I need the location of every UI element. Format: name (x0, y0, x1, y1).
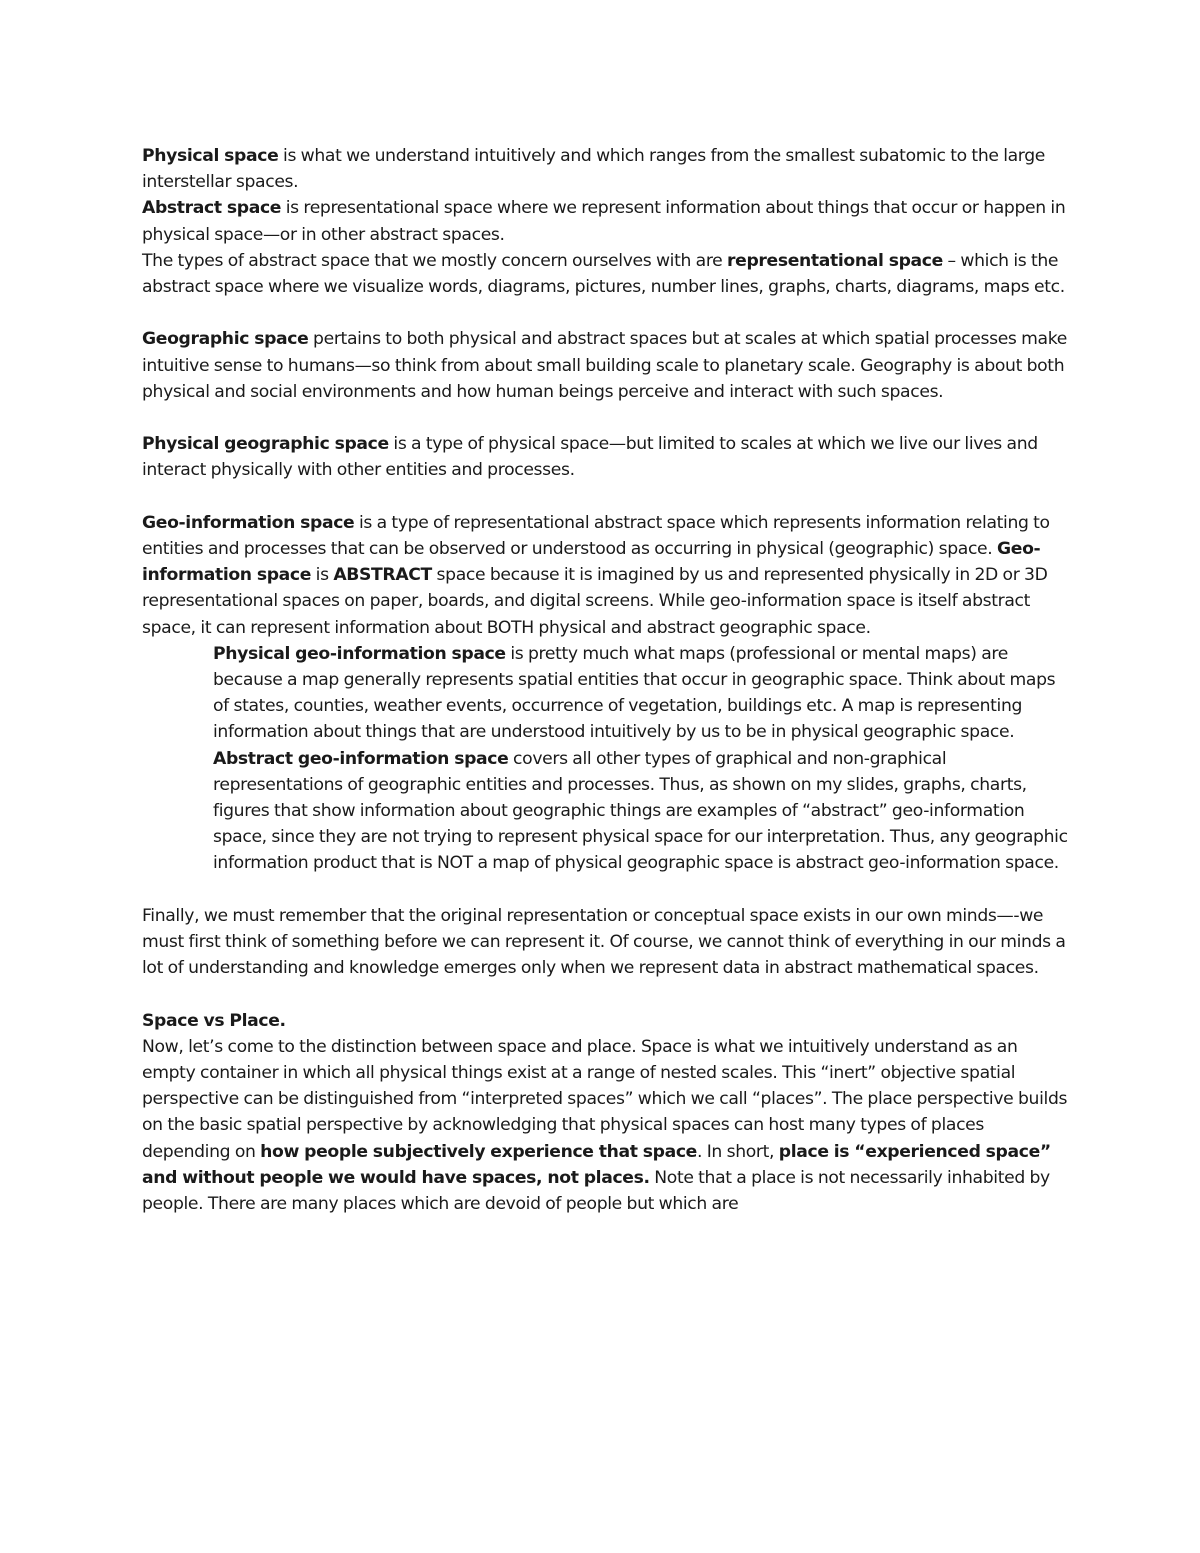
paragraph-text: . In short, (696, 1141, 779, 1162)
term-abstract-caps: ABSTRACT (333, 565, 432, 586)
paragraph-text: Finally, we must remember that the original representation or conceptual space exists in our own minds—-we must first think of something before we can represent it. Of course, we cannot think of everything in our minds a lot of understanding and knowledge emerges only when we represent data in abstract mathematical spaces. (142, 905, 1066, 979)
paragraph-finally (142, 903, 1072, 982)
paragraph-text: Note that a place is not necessarily inhabited by people. There are many places which are devoid of people but which are (142, 1167, 1050, 1215)
paragraph-text: is (311, 565, 334, 586)
paragraph-text: – which is the abstract space where we visualize words, diagrams, pictures, number lines, graphs, charts, diagrams, maps etc. (142, 250, 1065, 298)
term-geographic-space: Geographic space (142, 329, 309, 350)
paragraph-text: is a type of physical space—but limited to scales at which we live our lives and interact physically with other entities and processes. (142, 434, 1038, 481)
paragraph-text: is representational space where we represent information about things that occur or happen in physical space—or in other abstract spaces. (142, 198, 1066, 245)
paragraph-text: The types of abstract space that we mostly concern ourselves with are (142, 250, 728, 271)
paragraph-gap (142, 877, 1072, 903)
term-subjective-experience: how people subjectively experience that space (260, 1141, 697, 1162)
paragraph-text: space because it is imagined by us and represented physically in 2D or 3D representational spaces on paper, boards, and digital screens. While geo-information space is itself abstract space, it can represent information about BOTH physical and abstract geographic space. (142, 565, 1048, 638)
document-body (142, 143, 1072, 1217)
paragraph-geographic-space (142, 326, 1072, 405)
paragraph-gap (142, 405, 1072, 431)
paragraph-gap (142, 484, 1072, 510)
paragraph-gap (142, 981, 1072, 1007)
paragraph-text: is a type of representational abstract space which represents information relating to entities and processes that can be observed or understood as occurring in physical (geographic) space. (142, 512, 1050, 559)
paragraph-text: is what we understand intuitively and which ranges from the smallest subatomic to the large interstellar spaces. (142, 146, 1046, 193)
paragraph-text: is pretty much what maps (professional or mental maps) are because a map generally represents spatial entities that occur in geographic space. Think about maps of states, counties, weather events, occurrence of vegetation, buildings etc. A map is representing information about things that are understood intuitively by us to be in physical geographic space. (213, 643, 1056, 743)
paragraph-physical-geographic-space (142, 431, 1072, 483)
paragraph-text: pertains to both physical and abstract spaces but at scales at which spatial processes make intuitive sense to humans—so think from about small building scale to planetary scale. Geography is about both physical and social environments and how human beings perceive and interact with such spaces. (142, 329, 1067, 402)
paragraph-abstract-space (142, 195, 1072, 247)
term-abstract-geo-information-space: Abstract geo-information space (213, 748, 509, 769)
paragraph-space-place-distinction (142, 1034, 1072, 1217)
paragraph-abstract-geo-information-space (142, 746, 1072, 877)
section-heading-space-vs-place (142, 1008, 1072, 1034)
term-geo-information-space-2: Geo-information space (142, 539, 1041, 586)
paragraph-text: covers all other types of graphical and non-graphical representations of geographic entities and processes. Thus, as shown on my slides, graphs, charts, figures that show information about geographic things are examples of “abstract” geo-information space, since they are not trying to represent physical space for our interpretation. Thus, any geographic information product that is NOT a map of physical geographic space is abstract geo-information space. (213, 748, 1068, 874)
paragraph-gap (142, 300, 1072, 326)
term-abstract-space: Abstract space (142, 198, 282, 219)
term-physical-geographic-space: Physical geographic space (142, 434, 389, 455)
paragraph-physical-space (142, 143, 1072, 195)
term-physical-space: Physical space (142, 146, 279, 166)
heading-space-vs-place: Space vs Place. (142, 1010, 286, 1031)
paragraph-representational-space (142, 248, 1072, 300)
paragraph-text: Now, let’s come to the distinction between space and place. Space is what we intuitively understand as an empty container in which all physical things exist at a range of nested scales. This “inert” objective spatial perspective can be distinguished from “interpreted spaces” which we call “places”. The place perspective builds on the basic spatial perspective by acknowledging that physical spaces can host many types of places depending on (142, 1036, 1068, 1162)
term-physical-geo-information-space: Physical geo-information space (213, 643, 506, 664)
term-place-is-experienced-space: place is “experienced space” and without people we would have spaces, not places. (142, 1141, 1051, 1188)
term-geo-information-space: Geo-information space (142, 512, 355, 533)
paragraph-physical-geo-information-space (142, 641, 1072, 746)
paragraph-geo-information-space (142, 510, 1072, 641)
term-representational-space: representational space (727, 250, 943, 271)
